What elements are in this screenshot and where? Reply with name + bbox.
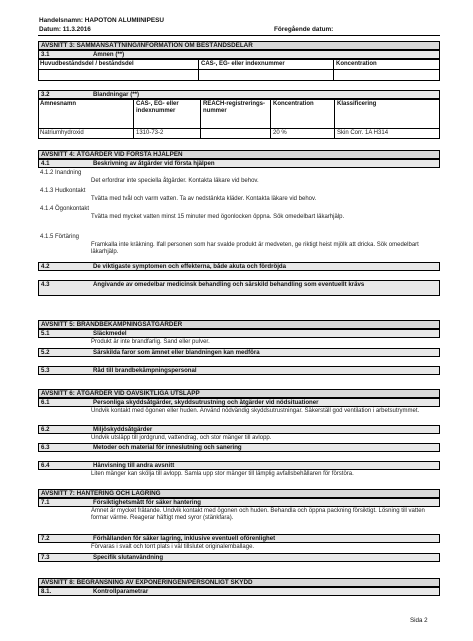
mixtures-col-reach: REACH-registrerings-nummer: [203, 101, 266, 114]
subsection-4-1: [38, 159, 440, 168]
subsection-4-2: [38, 262, 440, 271]
environmental-precautions-text: Undvik utsläpp till jordgrund, vattendrag, och stor mänger till avlopp.: [91, 435, 272, 441]
skin-contact-label: 4.1.3 Hudkontakt: [40, 188, 86, 194]
subsection-6-4: [38, 461, 440, 470]
extinguishing-media-text: Produkt är inte brandfarlig. Sand eller pulver.: [91, 339, 210, 345]
eye-contact-text: Tvätta med mycket vatten minst 15 minuter med ögonlocken öppna. Sök omedelbart läkarhjälp.: [91, 214, 345, 220]
substances-col-cas: CAS-, EG- eller indexnummer: [201, 61, 285, 67]
subsection-title: De viktigaste symptomen och effekterna, både akuta och fördröjda: [93, 263, 287, 270]
mixtures-col-class: Klassificering: [337, 101, 377, 107]
subsection-number: 5.1: [41, 330, 50, 337]
subsection-title: Försiktighetsmått för säker hantering: [93, 499, 202, 506]
section-8-heading: AVSNITT 8: BEGRÄNSNING AV EXPONERINGEN/PERSONLIGT SKYDD: [38, 578, 440, 587]
section-6-heading: AVSNITT 6: ÅTGÄRDER VID OAVSIKTLIGA UTSLÄPP: [38, 389, 440, 398]
subsection-number: 4.1: [41, 160, 50, 167]
subsection-7-1: [38, 498, 440, 507]
safe-handling-text: Ämnet är mycket frätande. Undvik kontakt med ögonen och huden. Behandla och öppna packning försiktigt. Lösning till vatten formar värme. Reagerar häftigt med syror (stänkfara).: [91, 508, 425, 522]
subsection-number: 4.3: [41, 281, 50, 288]
subsection-3-2: [38, 90, 440, 99]
table-divider: [333, 59, 334, 81]
personal-precautions-text: Undvik kontakt med ögonen eller huden. Använd nödvändig skyddsutrustningar. Säkerställ god ventilation i arbetsutrymmet.: [91, 408, 420, 414]
subsection-number: 3.2: [41, 91, 50, 98]
subsection-title: Beskrivning av åtgärder vid första hjälpen: [93, 160, 215, 167]
subsection-title: Ämnen (**): [93, 51, 125, 58]
section-3-heading: AVSNITT 3: SAMMANSÄTTNING/INFORMATION OM BESTÅNDSDELAR: [38, 41, 440, 50]
subsection-title: Angivande av omedelbar medicinsk behandling och särskild behandling som eventuellt krävs: [93, 281, 365, 288]
mixtures-col-name: Ämnesnamn: [40, 101, 77, 107]
section-4-heading: AVSNITT 4: ÅTGÄRDER VID FÖRSTA HJÄLPEN: [38, 150, 440, 159]
eye-contact-label: 4.1.4 Ögonkontakt: [40, 206, 90, 212]
subsection-6-3: [38, 443, 440, 452]
subsection-title: Metoder och material för inneslutning och sanering: [93, 444, 242, 451]
subsection-number: 5.3: [41, 367, 50, 374]
safe-storage-text: Förvaras i svalt och torrt plats i väl tillslutet originalemballage.: [91, 544, 255, 550]
other-sections-text: Liten mänger kan skölja till avlopp. Samla upp stor mänger till lämplig avfallsbehållaren för förstöra.: [91, 471, 354, 477]
subsection-number: 3.1: [41, 51, 50, 58]
table-divider: [38, 69, 440, 70]
table-divider: [198, 59, 199, 81]
inhalation-text: Det erfordrar inte speciella åtgärder. Kontakta läkare vid behov.: [91, 178, 259, 184]
mixture-concentration: 20 %: [273, 130, 287, 136]
inhalation-label: 4.1.2 Inandning: [40, 170, 82, 176]
mixtures-col-cas: CAS-, EG- eller indexnummer: [136, 101, 179, 114]
section-7-heading: AVSNITT 7: HANTERING OCH LAGRING: [38, 489, 440, 498]
section-5-heading: AVSNITT 5: BRANDBEKÄMPNINGSÅTGÄRDER: [38, 320, 440, 329]
document-date: Datum: 11.3.2016: [39, 26, 91, 33]
subsection-number: 7.2: [41, 535, 50, 542]
subsection-number: 8.1.: [41, 588, 52, 595]
previous-date-label: Föregående datum:: [274, 26, 334, 33]
subsection-8-1: [38, 587, 440, 596]
substances-col-name: Huvudbeståndsdel / beståndsdel: [40, 61, 134, 67]
subsection-number: 5.2: [41, 349, 50, 356]
subsection-3-1: [38, 50, 440, 59]
subsection-6-2: [38, 425, 440, 434]
skin-contact-text: Tvätta med tvål och varm vatten. Ta av nedstänkta kläder. Kontakta läkare vid behov.: [91, 196, 317, 202]
subsection-5-3: [38, 366, 440, 375]
table-divider: [38, 128, 440, 129]
mixture-classification: Skin Corr. 1A H314: [337, 130, 389, 136]
subsection-7-3: [38, 553, 440, 562]
ingestion-text: Framkalla inte kräkning. Ifall personen som har svalde produkt är medveten, ge riktigt heist mjölk att dricka. Sök omedelbart läkarhjälp.: [91, 242, 419, 256]
subsection-5-1: [38, 329, 440, 338]
subsection-title: Specifik slutanvändning: [93, 554, 164, 561]
subsection-title: Förhållanden för säker lagring, inklusive eventuell oförenlighet: [93, 535, 276, 542]
table-divider: [200, 99, 201, 139]
subsection-number: 4.2: [41, 263, 50, 270]
subsection-title: Särskilda faror som ämnet eller blandningen kan medföra: [93, 349, 260, 356]
subsection-title: Blandningar (**): [93, 91, 140, 98]
subsection-number: 7.1: [41, 499, 50, 506]
table-divider: [133, 99, 134, 139]
subsection-7-2: [38, 534, 440, 543]
subsection-title: Miljöskyddsåtgärder: [93, 426, 153, 433]
subsection-5-2: [38, 348, 440, 357]
table-divider: [270, 99, 271, 139]
subsection-number: 6.1: [41, 399, 50, 406]
subsection-6-1: [38, 398, 440, 407]
subsection-number: 7.3: [41, 554, 50, 561]
subsection-number: 6.3: [41, 444, 50, 451]
subsection-number: 6.4: [41, 462, 50, 469]
subsection-4-3: [38, 280, 440, 296]
substances-col-conc: Koncentration: [336, 61, 377, 67]
subsection-title: Hänvisning till andra avsnitt: [93, 462, 175, 469]
table-divider: [334, 99, 335, 139]
mixture-cas: 1310-73-2: [136, 130, 164, 136]
header-divider: [38, 35, 440, 36]
ingestion-label: 4.1.5 Förtäring: [40, 234, 80, 240]
subsection-title: Personliga skyddsåtgärder, skyddsutrustning och åtgärder vid nödsituationer: [93, 399, 319, 406]
subsection-title: Släckmedel: [93, 330, 127, 337]
subsection-number: 6.2: [41, 426, 50, 433]
mixture-name: Natriumhydroxid: [40, 130, 84, 136]
page-number: Sida 2: [410, 617, 428, 624]
subsection-title: Kontrollparametrar: [93, 588, 149, 595]
product-name: Handelsnamn: HAPOTON ALUMIINIPESU: [39, 17, 164, 24]
mixtures-col-conc: Koncentration: [273, 101, 314, 107]
subsection-title: Råd till brandbekämpningspersonal: [93, 367, 197, 374]
